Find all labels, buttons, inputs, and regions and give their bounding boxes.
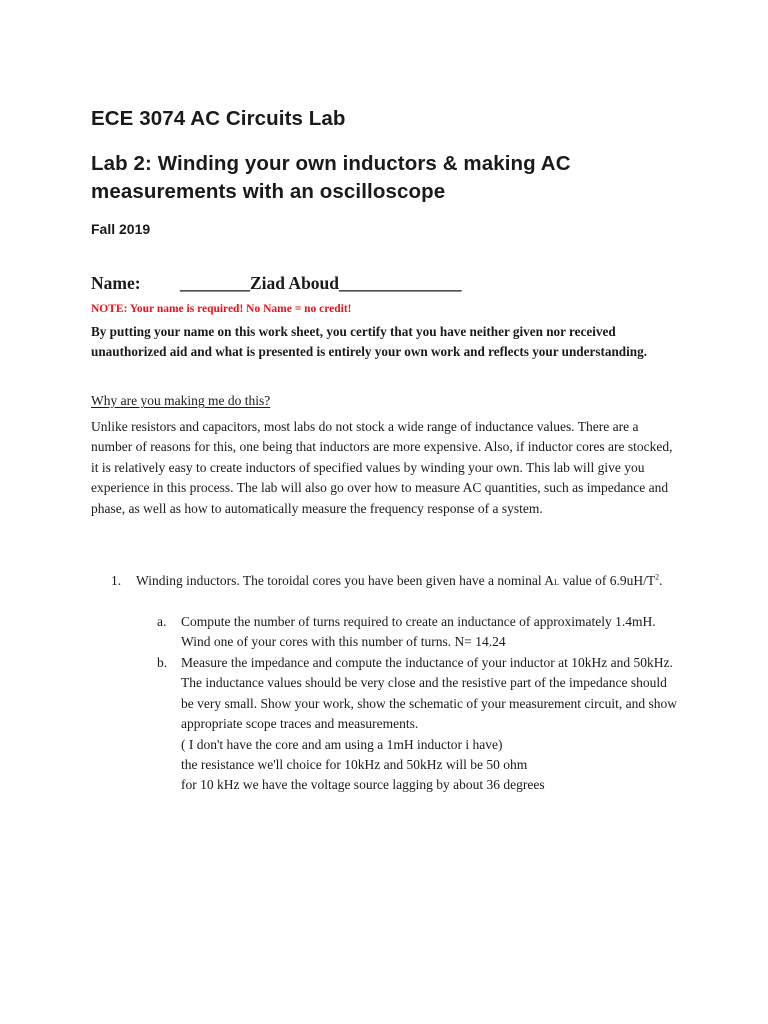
- question-1-number: 1.: [111, 573, 122, 588]
- question-1-text-middle: value of 6.9uH/T: [559, 573, 656, 588]
- question-1a-text: Compute the number of turns required to create an inductance of approximately 1.4mH. Wind one of your cores with this number of turns. N= 14.24: [181, 614, 656, 650]
- name-required-note: NOTE: Your name is required! No Name = no credit!: [91, 303, 352, 315]
- lab-title: Lab 2: Winding your own inductors & making AC measurements with an oscilloscope: [91, 152, 571, 203]
- answer-line: ( I don't have the core and am using a 1mH inductor i have): [181, 736, 503, 752]
- answer-line: the resistance we'll choice for 10kHz and 50kHz will be 50 ohm: [181, 757, 528, 773]
- why-heading: Why are you making me do this?: [91, 393, 271, 408]
- question-1b-letter: b.: [157, 655, 168, 670]
- term-label: Fall 2019: [91, 221, 151, 237]
- answer-line: for 10 kHz we have the voltage source lagging by about 36 degrees: [181, 777, 545, 793]
- name-row: [91, 273, 462, 294]
- question-1b-text: [181, 653, 677, 796]
- name-label: Name:: [91, 273, 141, 293]
- question-1-text: [136, 571, 671, 592]
- al-subscript: L: [553, 577, 560, 587]
- course-title: ECE 3074 AC Circuits Lab: [91, 107, 346, 130]
- certification-statement: By putting your name on this work sheet, you certify that you have neither given nor received unauthorized aid and what is presented is entirely your own work and reflects your understanding.: [91, 324, 648, 359]
- t-squared-superscript: 2: [655, 572, 660, 582]
- question-1b-prompt: Measure the impedance and compute the inductance of your inductor at 10kHz and 50kHz. The inductance values should be very close and the resistive part of the impedance should be very small. Show your work, show the schematic of your measurement circuit, and show appropriate scope traces and measurements.: [181, 655, 678, 732]
- name-value: ________Ziad Aboud______________: [180, 273, 462, 293]
- intro-paragraph: Unlike resistors and capacitors, most labs do not stock a wide range of inductance values. There are a number of reasons for this, one being that inductors are more expensive. Also, if inductor cores are stocked, it is relatively easy to create inductors of specified values by winding your own. This lab will give you experience in this process. The lab will also go over how to measure AC quantities, such as impedance and phase, as well as how to automatically measure the frequency response of a system.: [91, 419, 673, 516]
- question-1-text-start: Winding inductors. The toroidal cores you have been given have a nominal A: [136, 573, 554, 588]
- question-1a-letter: a.: [157, 614, 167, 629]
- question-1-text-end: .: [659, 573, 663, 588]
